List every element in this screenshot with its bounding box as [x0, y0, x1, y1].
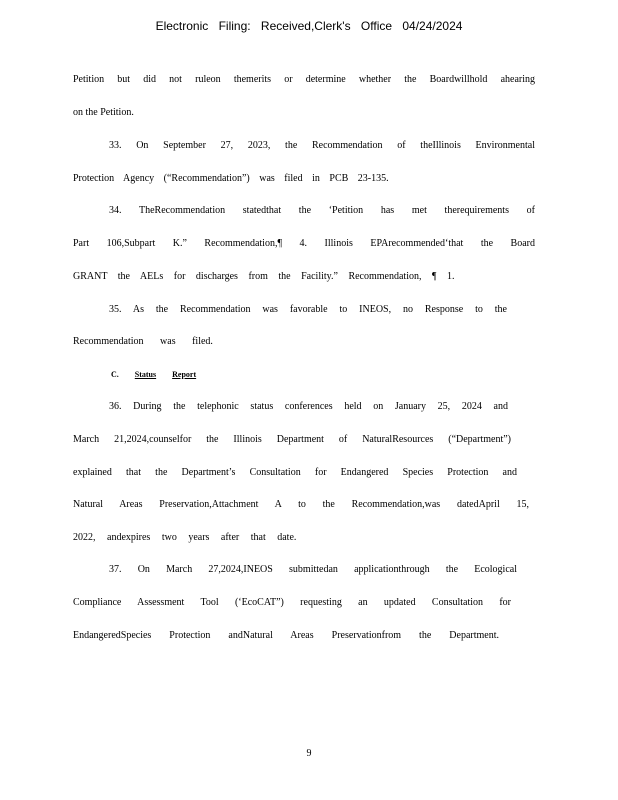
page-number: 9 — [306, 748, 312, 759]
section-title — [135, 370, 200, 379]
filing-stamp-header: Electronic Filing: Received,Clerk's Office 04/24/2024 — [155, 19, 463, 33]
text-line: 2022, andexpires two years after that date. — [73, 532, 297, 543]
paragraph-37-line: 37. On March 27,2024,INEOS submittedan applicationthrough the Ecological — [109, 564, 517, 575]
section-title-word: Status — [134, 370, 157, 379]
section-title-word: Report — [172, 370, 197, 379]
text-line: Petition but did not ruleon themerits or determine whether the Boardwillhold ahearing — [73, 74, 535, 85]
text-line: GRANT the AELs for discharges from the Facility.” Recommendation, ¶ 1. — [73, 271, 455, 282]
paragraph-33-line: 33. On September 27, 2023, the Recommendation of theIllinois Environmental — [109, 140, 535, 151]
text-line: Recommendation was filed. — [73, 336, 213, 347]
text-line: explained that the Department’s Consultation for Endangered Species Protection and — [73, 467, 517, 478]
paragraph-36-line: 36. During the telephonic status conferences held on January 25, 2024 and — [109, 401, 508, 412]
section-letter: C. — [111, 370, 119, 379]
text-line: March 21,2024,counselfor the Illinois Department of NaturalResources (“Department”) — [73, 434, 511, 445]
text-line: EndangeredSpecies Protection andNatural Areas Preservationfrom the Department. — [73, 630, 499, 641]
paragraph-35-line: 35. As the Recommendation was favorable to INEOS, no Response to the — [109, 304, 507, 315]
text-line: Compliance Assessment Tool (‘EcoCAT”) requesting an updated Consultation for — [73, 597, 511, 608]
text-line: on the Petition. — [73, 107, 134, 118]
paragraph-34-line: 34. TheRecommendation statedthat the ‘Petition has met therequirements of — [109, 205, 535, 216]
text-line: Part 106,Subpart K.” Recommendation,¶ 4. Illinois EPArecommended‘that the Board — [73, 238, 535, 249]
text-line: Protection Agency (“Recommendation”) was filed in PCB 23-135. — [73, 173, 389, 184]
section-heading — [111, 370, 200, 379]
text-line: Natural Areas Preservation,Attachment A to the Recommendation,was datedApril 15, — [73, 499, 529, 510]
